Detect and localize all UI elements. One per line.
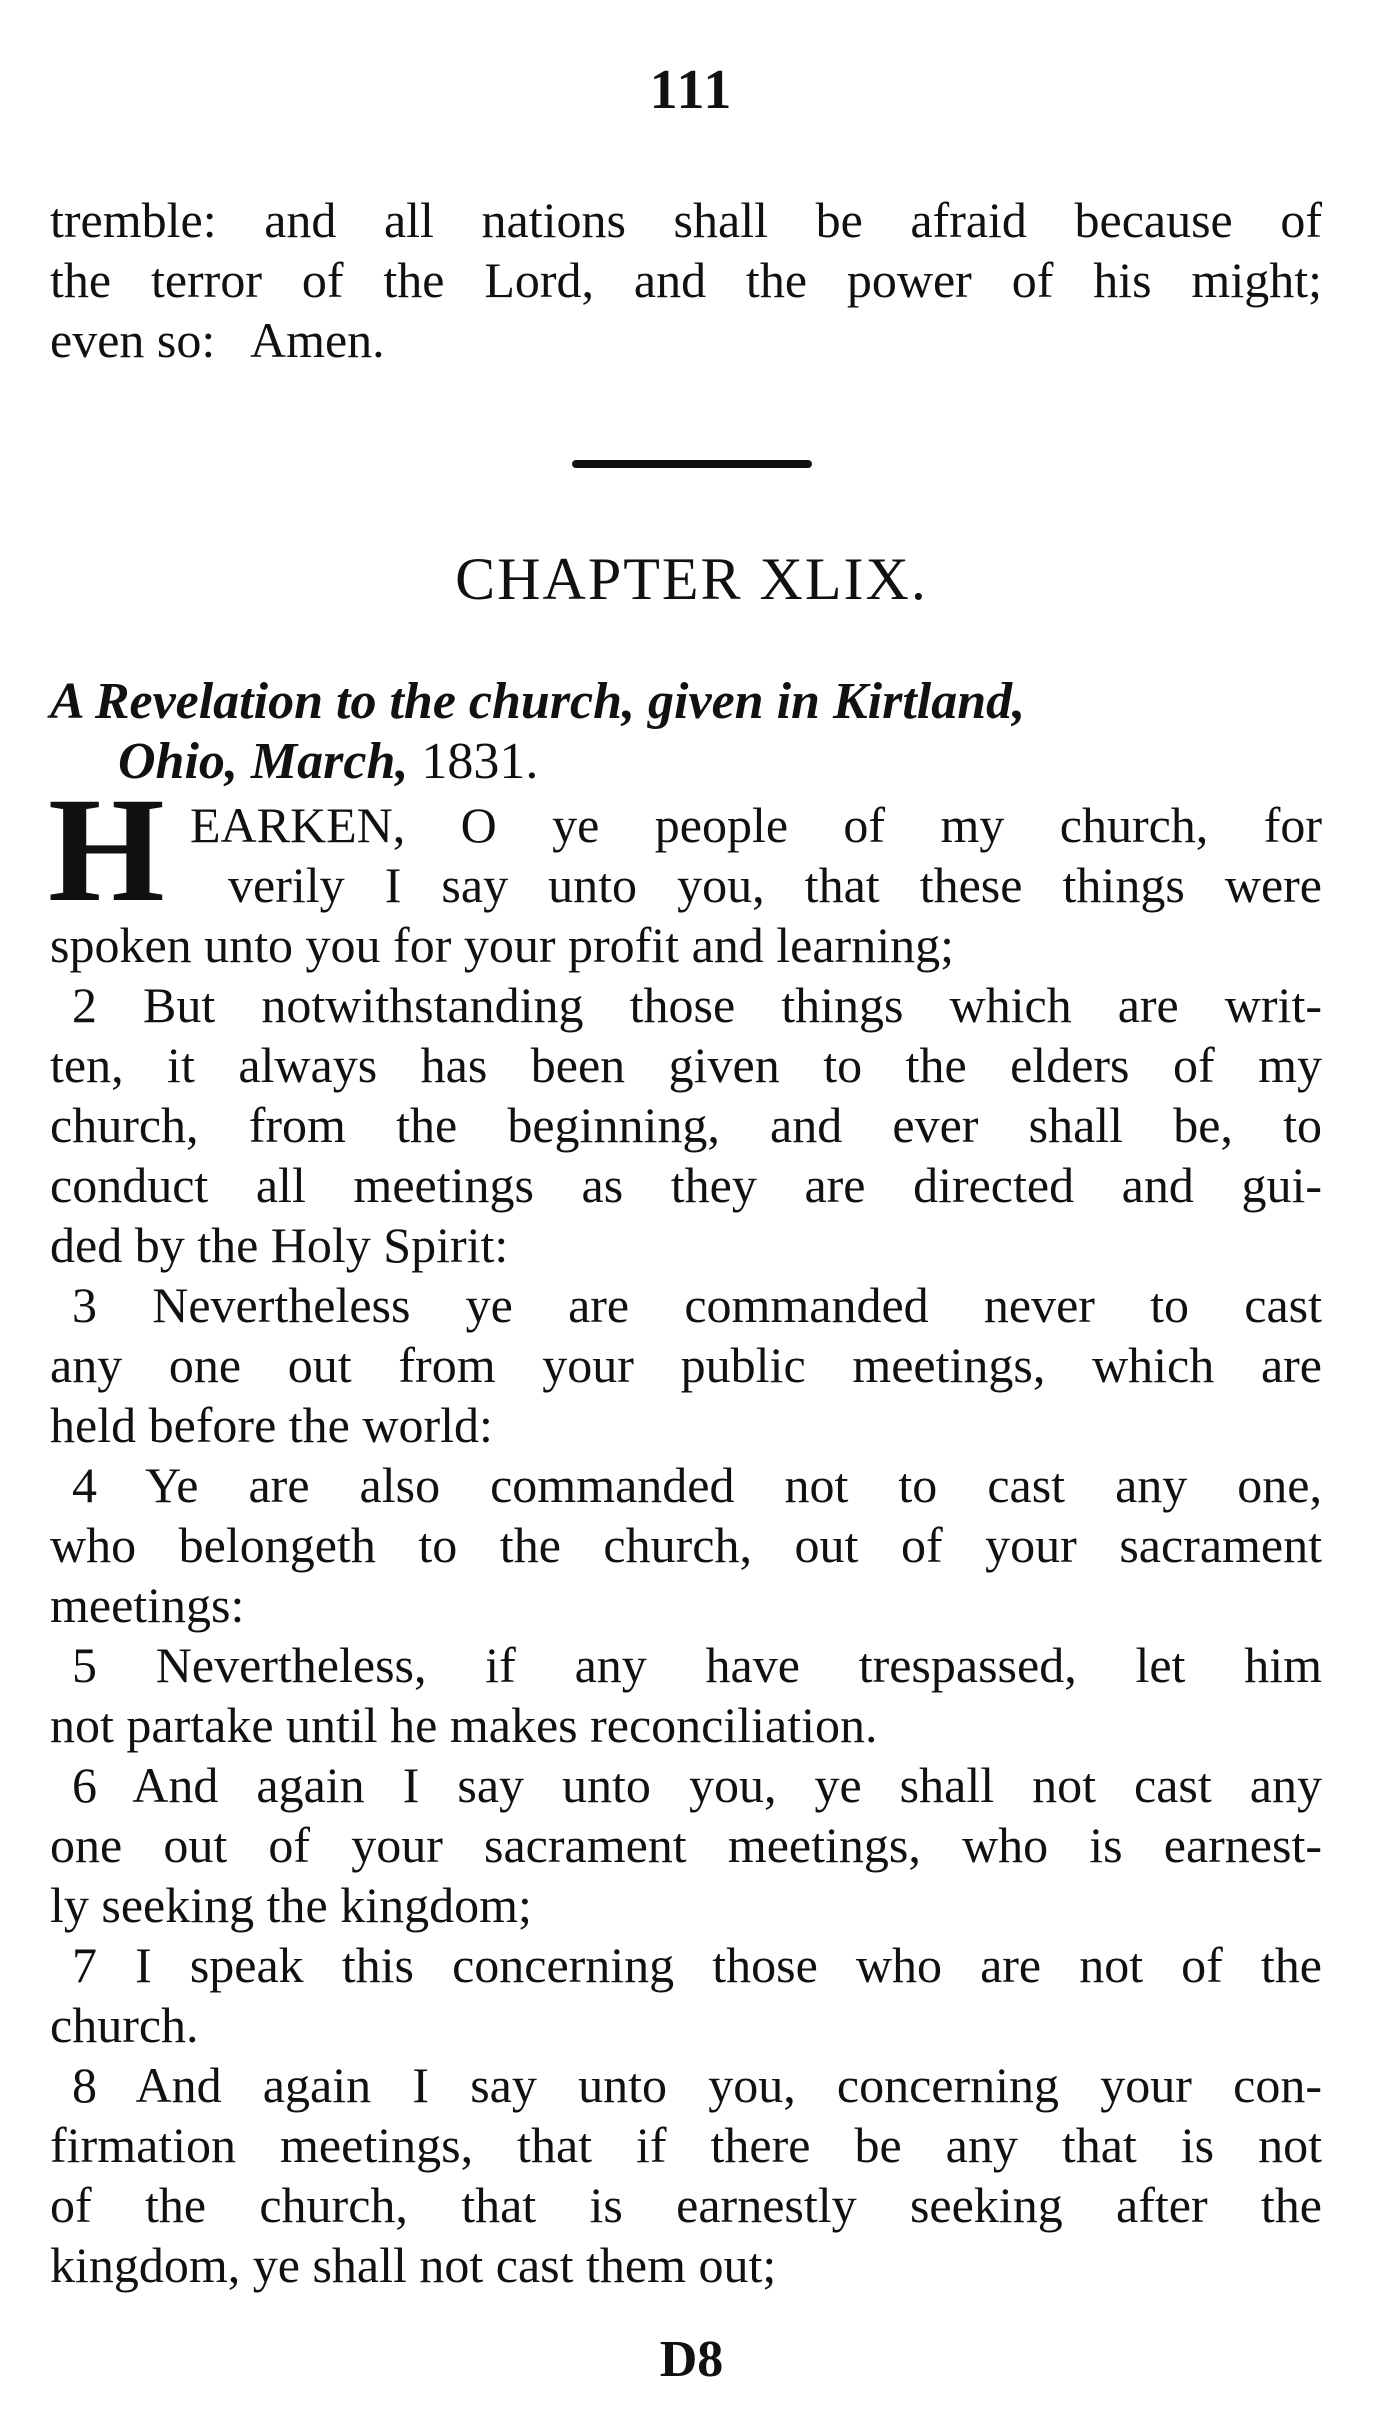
verse-line: EARKEN, O ye people of my church, for	[190, 797, 1322, 853]
chapter-heading-line-2	[118, 732, 538, 792]
verse-line: one out of your sacrament meetings, who is earnest-	[50, 1817, 1322, 1873]
verse-line: kingdom, ye shall not cast them out;	[50, 2237, 777, 2293]
verse-line: 7 I speak this concerning those who are not of the	[72, 1937, 1322, 1993]
verse-line: 8 And again I say unto you, concerning your con-	[72, 2057, 1322, 2113]
verse-line: church.	[50, 1997, 199, 2053]
section-divider-rule	[572, 460, 812, 468]
verse-line: firmation meetings, that if there be any that is not	[50, 2117, 1322, 2173]
verse-line: of the church, that is earnestly seeking after the	[50, 2177, 1322, 2233]
verse-line: 5 Nevertheless, if any have trespassed, let him	[72, 1637, 1322, 1693]
page-number: 111	[649, 59, 734, 121]
preceding-text-line: even so: Amen.	[50, 312, 385, 368]
verse-line: any one out from your public meetings, which are	[50, 1337, 1322, 1393]
verse-line: 4 Ye are also commanded not to cast any one,	[72, 1457, 1322, 1513]
verse-line: 6 And again I say unto you, ye shall not cast any	[72, 1757, 1322, 1813]
verse-line: held before the world:	[50, 1397, 493, 1453]
verse-line: conduct all meetings as they are directed and gui-	[50, 1157, 1322, 1213]
verse-line: ded by the Holy Spirit:	[50, 1217, 509, 1273]
chapter-heading-line: A Revelation to the church, given in Kirtland,	[50, 673, 1026, 730]
verse-line: 3 Nevertheless ye are commanded never to cast	[72, 1277, 1322, 1333]
verse-line: 2 But notwithstanding those things which are writ-	[72, 977, 1322, 1033]
verse-line: verily I say unto you, that these things were	[228, 857, 1322, 913]
verse-line: not partake until he makes reconciliation.	[50, 1697, 878, 1753]
preceding-text-line: the terror of the Lord, and the power of his might;	[50, 252, 1322, 308]
verse-line: church, from the beginning, and ever shall be, to	[50, 1097, 1322, 1153]
printer-signature-mark: D8	[659, 2331, 724, 2388]
verse-line: ly seeking the kingdom;	[50, 1877, 532, 1933]
verse-line: spoken unto you for your profit and learning;	[50, 917, 954, 973]
verse-line: ten, it always has been given to the elders of my	[50, 1037, 1322, 1093]
verse-line: who belongeth to the church, out of your sacrament	[50, 1517, 1322, 1573]
preceding-text-line: tremble: and all nations shall be afraid because of	[50, 192, 1322, 248]
chapter-heading-year: 1831.	[421, 733, 539, 790]
verse-line: meetings:	[50, 1577, 245, 1633]
drop-cap-letter: H	[48, 767, 165, 933]
chapter-heading-place-date: Ohio, March,	[118, 733, 409, 790]
chapter-title: CHAPTER XLIX.	[455, 546, 928, 612]
